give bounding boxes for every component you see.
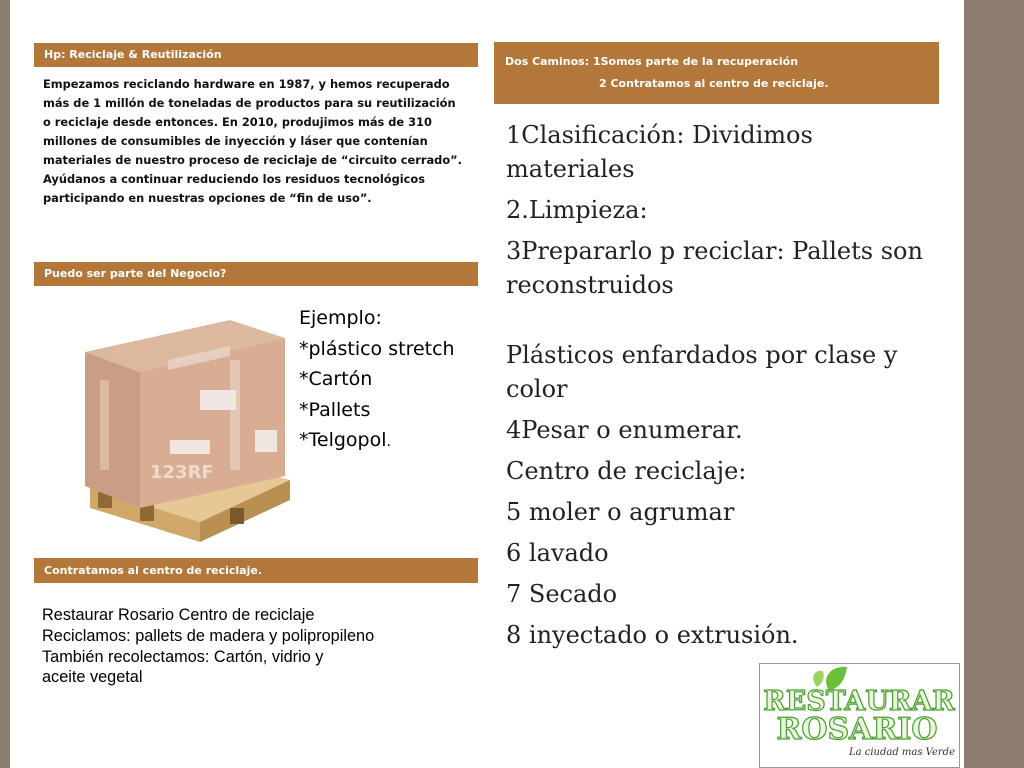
paragraph-line: o reciclaje desde entonces. En 2010, produjimos más de 310 — [43, 115, 432, 129]
paragraph-line: millones de consumibles de inyección y láser que contenían — [43, 134, 428, 148]
step-item: 3Prepararlo p reciclar: Pallets son reconstruidos — [506, 237, 923, 299]
step-item: 4Pesar o enumerar. — [506, 416, 743, 444]
logo-tagline: La ciudad mas Verde — [848, 747, 955, 758]
header-line-2: 2 Contratamos al centro de reciclaje. — [599, 77, 829, 90]
cardboard-box-icon — [80, 300, 300, 550]
example-item: *plástico stretch — [299, 337, 455, 360]
section-title-centro: Contratamos al centro de reciclaje. — [44, 564, 263, 577]
logo-line-2: ROSARIO — [776, 712, 938, 747]
header-line-1: Dos Caminos: 1Somos parte de la recuperación — [505, 55, 799, 68]
recycling-center-info — [42, 605, 472, 688]
example-end-mark: . — [386, 434, 391, 450]
section-header-reciclaje — [34, 43, 478, 67]
recycling-history-paragraph — [43, 75, 475, 208]
section-title-reciclaje: Hp: Reciclaje & Reutilización — [44, 48, 222, 61]
recycling-steps — [506, 118, 946, 659]
example-item: *Telgopol — [299, 429, 387, 451]
logo-line-1: RESTAURAR — [763, 686, 955, 717]
section-header-centro — [34, 558, 478, 583]
step-item: 5 moler o agrumar — [506, 498, 735, 526]
paragraph-line: materiales de nuestro proceso de reciclaje de “circuito cerrado”. — [43, 153, 462, 167]
paragraph-line: Empezamos reciclando hardware en 1987, y hemos recuperado — [43, 77, 450, 91]
section-header-dos-caminos — [494, 42, 939, 104]
step-item: Centro de reciclaje: — [506, 457, 747, 485]
restaurar-rosario-logo — [759, 663, 960, 768]
example-item: *Pallets — [299, 398, 371, 421]
step-item: Plásticos enfardados por clase y color — [506, 341, 898, 403]
step-item: 1Clasificación: Dividimos materiales — [506, 121, 813, 183]
info-line: aceite vegetal — [42, 668, 143, 687]
example-list — [299, 303, 479, 458]
info-line: También recolectamos: Cartón, vidrio y — [42, 647, 324, 666]
paragraph-line: más de 1 millón de toneladas de productos para su reutilización — [43, 96, 456, 110]
step-item: 2.Limpieza: — [506, 196, 648, 224]
step-item: 6 lavado — [506, 539, 609, 567]
info-line: Reciclamos: pallets de madera y polipropileno — [42, 626, 375, 645]
example-item-last — [299, 425, 479, 458]
info-line: Restaurar Rosario Centro de reciclaje — [42, 606, 315, 624]
section-title-negocio: Puedo ser parte del Negocio? — [44, 267, 227, 280]
step-item: 7 Secado — [506, 580, 618, 608]
step-item: 8 inyectado o extrusión. — [506, 621, 799, 649]
example-heading: Ejemplo: — [299, 307, 382, 329]
paragraph-line: participando en nuestras opciones de “fin de uso”. — [43, 191, 372, 205]
paragraph-line: Ayúdanos a continuar reduciendo los residuos tecnológicos — [43, 172, 426, 186]
example-item: *Cartón — [299, 368, 373, 390]
watermark-text: 123RF — [150, 462, 214, 483]
section-header-negocio — [34, 262, 478, 286]
